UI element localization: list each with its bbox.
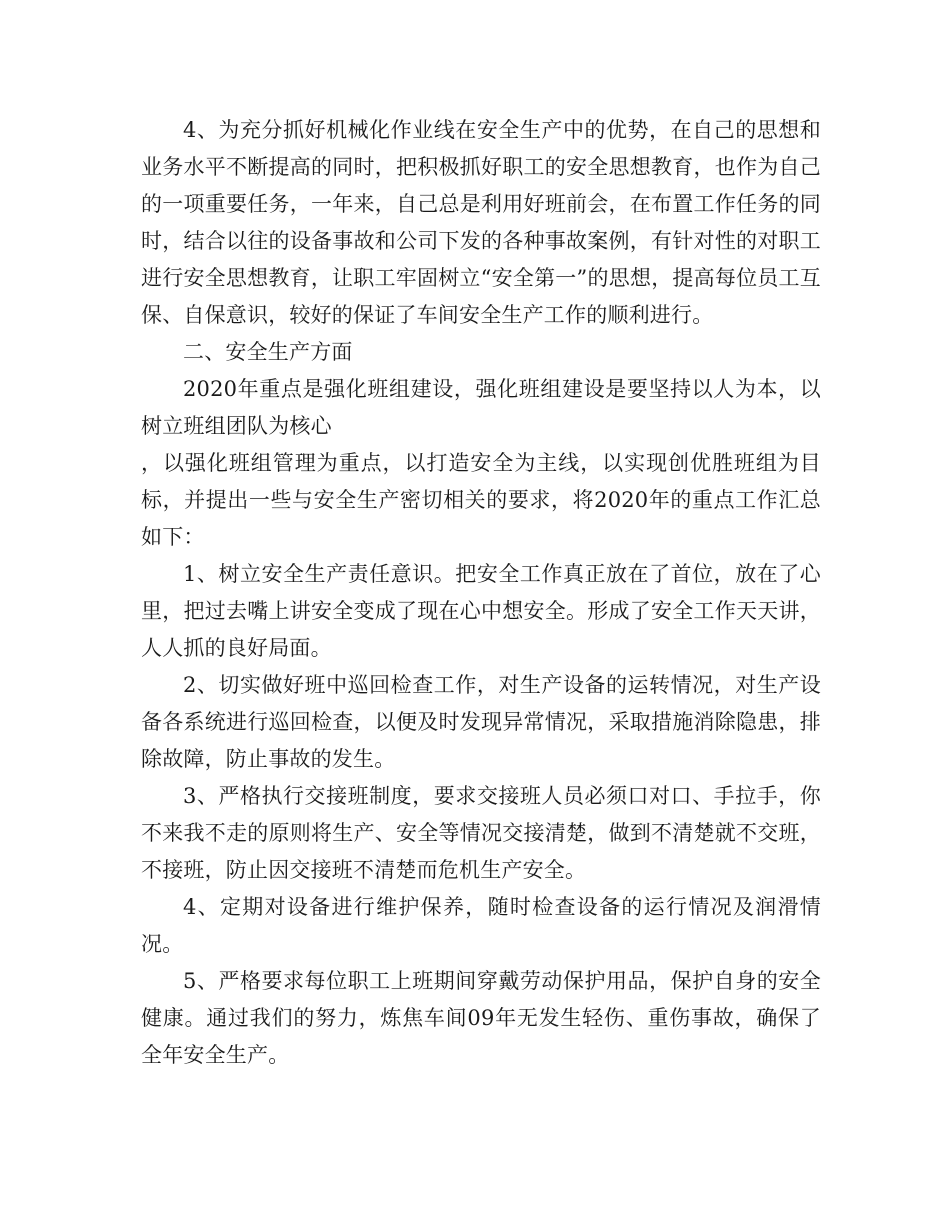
document-body <box>141 112 821 1074</box>
paragraph-item-2-inspection: 2、切实做好班中巡回检查工作，对生产设备的运转情况，对生产设备各系统进行巡回检查，以便及时发现异常情况，采取措施消除隐患，排除故障，防止事故的发生。 <box>141 673 821 771</box>
paragraph-2020-focus: 2020年重点是强化班组建设，强化班组建设是要坚持以人为本，以树立班组团队为核心 <box>141 377 821 438</box>
paragraph-item-4-mechanization: 4、为充分抓好机械化作业线在安全生产中的优势，在自己的思想和业务水平不断提高的同时，把积极抓好职工的安全思想教育，也作为自己的一项重要任务，一年来，自己总是利用好班前会，在布置工作任务的同时，结合以往的设备事故和公司下发的各种事故案例，有针对性的对职工进行安全思想教育，让职工牢固树立“安全第一”的思想，提高每位员工互保、自保意识，较好的保证了车间安全生产工作的顺利进行。 <box>141 118 821 327</box>
paragraph-item-3-shift-handover: 3、严格执行交接班制度，要求交接班人员必须口对口、手拉手，你不来我不走的原则将生产、安全等情况交接清楚，做到不清楚就不交班，不接班，防止因交接班不清楚而危机生产安全。 <box>141 784 821 882</box>
section-heading-safety-production: 二、安全生产方面 <box>183 340 353 364</box>
paragraph-item-5-protective-equipment: 5、严格要求每位职工上班期间穿戴劳动保护用品，保护自身的安全健康。通过我们的努力，炼焦车间09年无发生轻伤、重伤事故，确保了全年安全生产。 <box>141 969 821 1067</box>
paragraph-2020-focus-continued: ，以强化班组管理为重点，以打造安全为主线，以实现创优胜班组为目标，并提出一些与安全生产密切相关的要求，将2020年的重点工作汇总如下： <box>141 451 821 549</box>
paragraph-item-4-maintenance: 4、定期对设备进行维护保养，随时检查设备的运行情况及润滑情况。 <box>141 895 821 956</box>
paragraph-item-1-responsibility: 1、树立安全生产责任意识。把安全工作真正放在了首位，放在了心里，把过去嘴上讲安全变成了现在心中想安全。形成了安全工作天天讲，人人抓的良好局面。 <box>141 562 821 660</box>
